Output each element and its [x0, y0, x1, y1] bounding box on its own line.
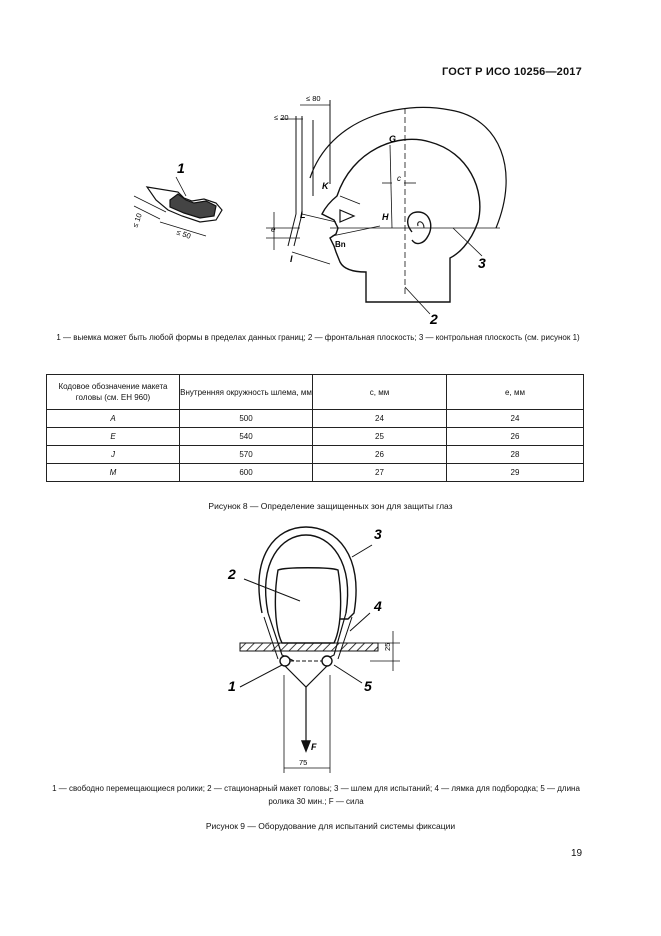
fig9-label-2: 2 [228, 566, 236, 582]
fig9-label-4: 4 [374, 598, 382, 614]
dim-25: 25 [383, 642, 392, 651]
table-header: e, мм [447, 375, 584, 410]
dim-le20: ≤ 20 [274, 113, 289, 122]
table-cell: 500 [180, 410, 313, 428]
table-cell: 26 [447, 428, 584, 446]
table-row [47, 446, 584, 464]
fig9-label-5: 5 [364, 678, 372, 694]
table-header: Кодовое обозначение макета головы (см. ЕН 960) [47, 375, 180, 410]
figure-9-title: Рисунок 9 — Оборудование для испытаний системы фиксации [205, 821, 456, 831]
fig9-label-1: 1 [228, 678, 236, 694]
figure-9-drawing [0, 515, 661, 780]
label-H: H [382, 212, 389, 222]
dim-le50: ≤ 50 [175, 227, 193, 241]
label-F: F [311, 742, 317, 752]
fig9-label-3: 3 [374, 526, 382, 542]
figure-8-legend: 1 — выемка может быть любой формы в пределах данных границ; 2 — фронтальная плоскость; 3 — контрольная плоскость (см. рисунок 1) [56, 333, 580, 342]
table-cell: E [47, 428, 180, 446]
dim-75: 75 [299, 758, 308, 767]
label-e: e [271, 225, 276, 234]
table-row [47, 464, 584, 482]
test-rig [240, 527, 400, 773]
fig8-label-2: 2 [430, 311, 438, 327]
table-cell: M [47, 464, 180, 482]
label-G: G [389, 134, 397, 144]
table-cell: J [47, 446, 180, 464]
table-cell: 570 [180, 446, 313, 464]
figure-8-drawing [0, 0, 661, 330]
fig8-label-1: 1 [177, 160, 185, 176]
document-code: ГОСТ Р ИСО 10256—2017 [442, 66, 582, 78]
label-I: I [290, 254, 293, 264]
table-cell: A [47, 410, 180, 428]
figure-9-legend: 1 — свободно перемещающиеся ролики; 2 — стационарный макет головы; 3 — шлем для испытаний; 4 — лямка для подбородка; 5 — длина ролика 30 мин.; F — сила [52, 784, 580, 806]
table-row [47, 410, 584, 428]
head-profile [288, 100, 506, 302]
table-cell: 540 [180, 428, 313, 446]
table-row [47, 428, 584, 446]
table-cell: 25 [313, 428, 447, 446]
table-cell: 28 [447, 446, 584, 464]
label-c: c [397, 174, 401, 183]
table-cell: 29 [447, 464, 584, 482]
label-Bn: Bn [335, 240, 346, 249]
table-cell: 27 [313, 464, 447, 482]
table-cell: 24 [447, 410, 584, 428]
headform-table [46, 374, 584, 482]
page-number: 19 [571, 848, 583, 859]
dim-le80: ≤ 80 [306, 94, 321, 103]
table-cell: 24 [313, 410, 447, 428]
label-K: K [322, 181, 329, 191]
table-cell: 26 [313, 446, 447, 464]
dim-le10: ≤ 10 [130, 211, 144, 229]
table-header: Внутренняя окружность шлема, мм [180, 375, 313, 410]
table-header: c, мм [313, 375, 447, 410]
table-cell: 600 [180, 464, 313, 482]
table-header-row [47, 375, 584, 410]
figure-8-title: Рисунок 8 — Определение защищенных зон для защиты глаз [208, 501, 453, 511]
label-L: L [300, 210, 306, 220]
fig8-label-3: 3 [478, 255, 486, 271]
